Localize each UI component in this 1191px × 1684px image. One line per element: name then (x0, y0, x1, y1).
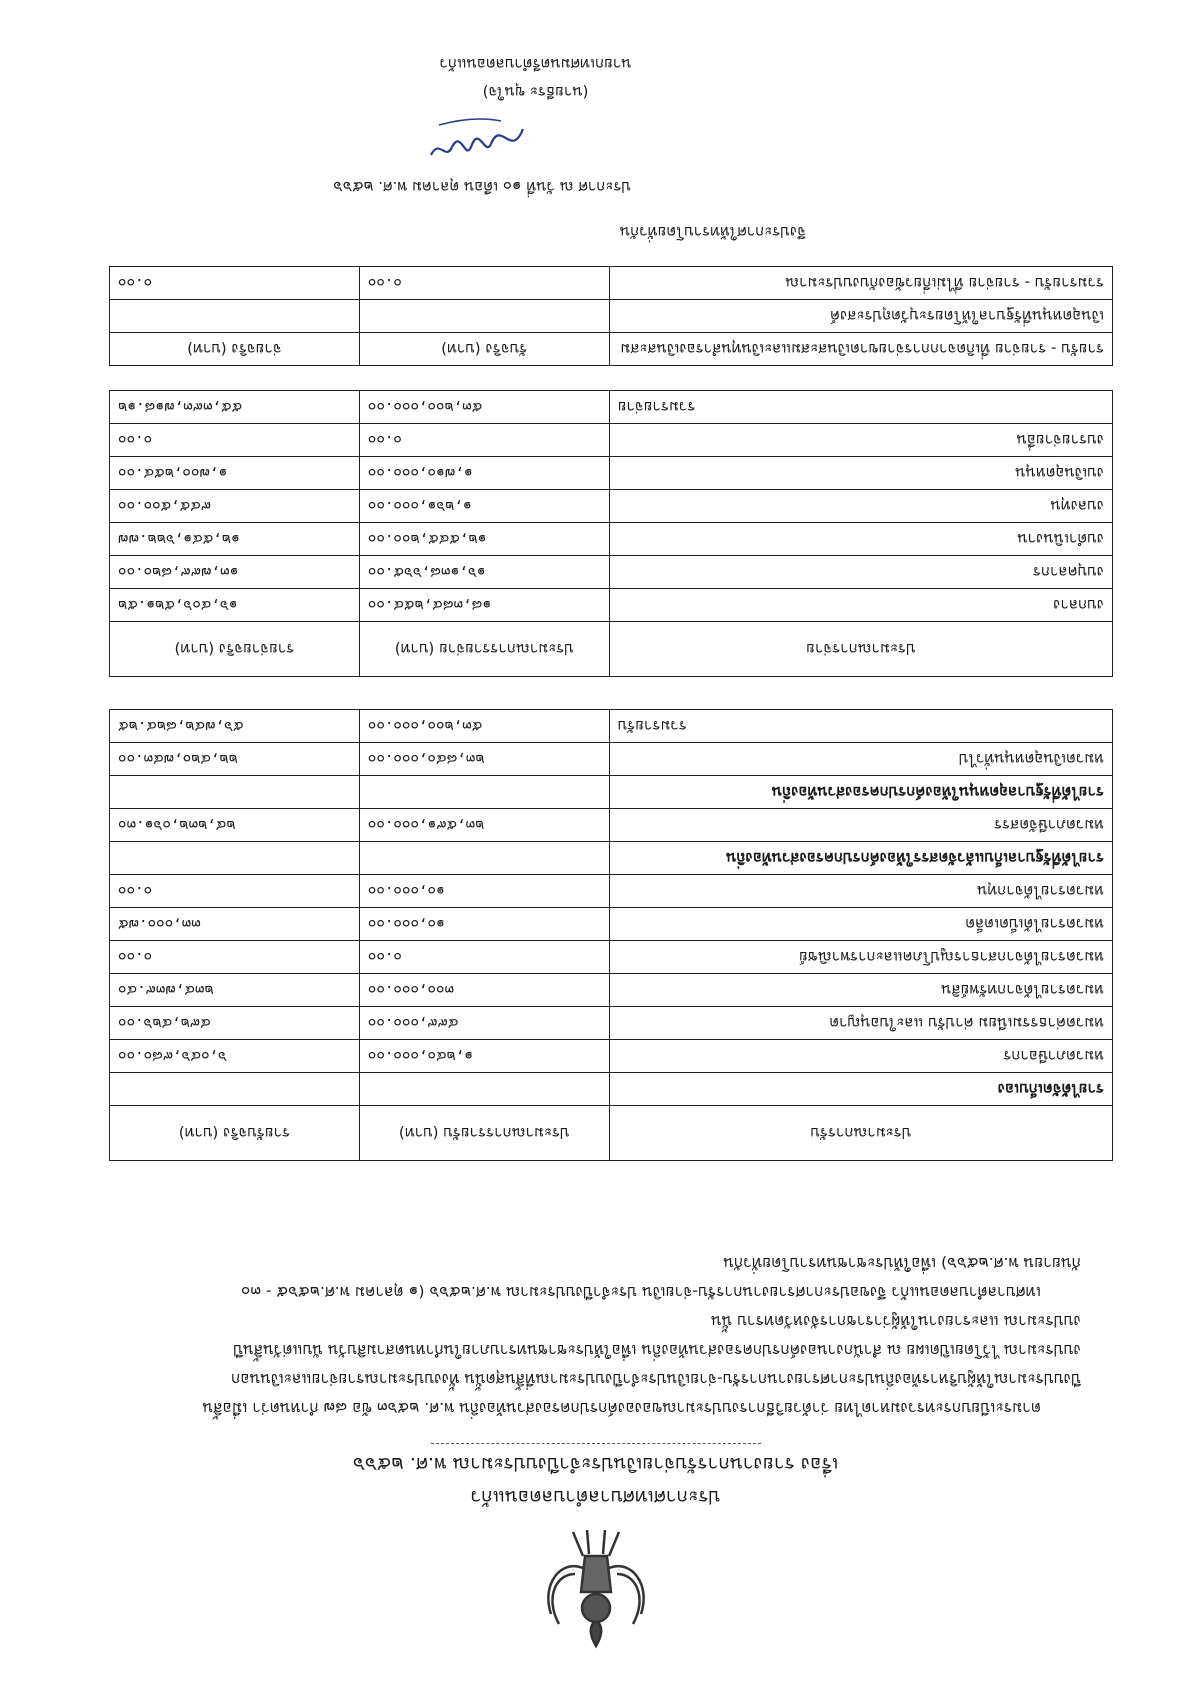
actual-value: ๓๓,๐๐๐.๗๕ (110, 908, 360, 941)
expense-table (109, 390, 1113, 677)
column-header: ประมาณการรายจ่าย (บาท) (359, 622, 609, 677)
table-row (110, 776, 1113, 809)
expense-value: ๐.๐๐ (110, 267, 360, 300)
page-title: ประกาศเทศบาลตำบลดอนแก้ว (470, 1486, 721, 1508)
budget-value: ๒๓,๕๙๑,๐๐๐.๐๐ (359, 809, 609, 842)
table-row (110, 1040, 1113, 1073)
column-header: รายจ่ายจริง (บาท) (110, 622, 360, 677)
budget-value: ๐.๐๐ (359, 941, 609, 974)
actual-value: ๐.๐๐ (110, 424, 360, 457)
table-row (110, 908, 1113, 941)
table-row (110, 974, 1113, 1007)
budget-value: ๑๐,๐๐๐.๐๐ (359, 908, 609, 941)
row-label: เงินอุดหนุนที่รัฐบาลให้โดยระบุวัตถุประสงค์ (609, 300, 1112, 333)
divider (431, 1443, 761, 1444)
row-label: งบบุคลากร (609, 556, 1112, 589)
total-label: รวมรายรับ (609, 710, 1112, 743)
row-label: งบกลาง (609, 589, 1112, 622)
table-row (110, 457, 1113, 490)
announcement-text: จึงประกาศให้ทราบโดยทั่วกัน (619, 223, 806, 241)
table-header-row (110, 622, 1113, 677)
column-header: ประมาณการรับ (609, 1106, 1112, 1161)
intro-line: เทศบาลตำบลดอนแก้ว จึงขอประกาศรายงานการรับ-จ่ายเงิน ประจำปีงบประมาณ พ.ศ.๒๕๖๖ (๑ ตุลาคม พ.ศ.๒๕๖๕ - ๓๐ (240, 1283, 1041, 1301)
table-total-row (110, 391, 1113, 424)
row-label: งบลงทุน (609, 490, 1112, 523)
budget-value: ๑,๒๔๐,๐๐๐.๐๐ (359, 1040, 609, 1073)
row-label: หมวดภาษีจัดสรร (609, 809, 1112, 842)
budget-value: ๑,๗๑๐,๐๐๐.๐๐ (359, 457, 609, 490)
table-header-row (110, 333, 1113, 366)
table-row (110, 300, 1113, 333)
table-row (110, 424, 1113, 457)
table-row (110, 1007, 1113, 1040)
section-label: รายได้จัดเก็บเอง (609, 1073, 1112, 1106)
non-budget-table (109, 266, 1113, 366)
section-label: รายได้ที่รัฐบาลเก็บแล้วจัดสรรให้องค์กรปกครองส่วนท้องถิ่น (609, 842, 1112, 875)
actual-value: ๖,๐๔๖,๙๘๐.๐๐ (110, 1040, 360, 1073)
table-row (110, 556, 1113, 589)
actual-value: ๑๓,๗๙๙,๘๒๐.๐๐ (110, 556, 360, 589)
table-header-row (110, 1106, 1113, 1161)
table-row (110, 490, 1113, 523)
table-row (110, 267, 1113, 300)
total-budget: ๕๓,๒๐๐,๐๐๐.๐๐ (359, 710, 609, 743)
table-row (110, 941, 1113, 974)
total-label: รวมรายจ่าย (609, 391, 1112, 424)
signer-position: นายกเทศมนตรีตำบลดอนแก้ว (439, 55, 632, 73)
garuda-emblem-icon (531, 1524, 661, 1654)
actual-value: ๔๙๒,๔๒๖.๐๐ (110, 1007, 360, 1040)
column-header: รับจริง (บาท) (359, 333, 609, 366)
column-header: รายรับจริง (บาท) (110, 1106, 360, 1161)
income-table (109, 709, 1113, 1161)
row-label: หมวดรายได้จากทุน (609, 875, 1112, 908)
intro-line: กันยายน พ.ศ.๒๕๖๖) เพื่อให้ประชาชนทราบโดยทั่วกัน (723, 1254, 1081, 1272)
actual-value: ๑๖,๔๐๖,๕๒๑.๕๒ (110, 589, 360, 622)
row-label: งบรายจ่ายอื่น (609, 424, 1112, 457)
table-row (110, 809, 1113, 842)
budget-value: ๑๖,๑๓๘,๖๖๕.๐๐ (359, 556, 609, 589)
row-label: หมวดภาษีอากร (609, 1040, 1112, 1073)
actual-value: ๒๓๔,๗๓๙.๔๐ (110, 974, 360, 1007)
actual-value: ๑,๗๐๐,๒๕๔.๐๐ (110, 457, 360, 490)
budget-value: ๔๙๙,๐๐๐.๐๐ (359, 1007, 609, 1040)
row-label: หมวดค่าธรรมเนียม ค่าปรับ และใบอนุญาต (609, 1007, 1112, 1040)
intro-line: งบประมาณ และรายงานให้ผู้ว่าราชการจังหวัดทราบ นั้น (711, 1312, 1081, 1330)
actual-value: ๒๔,๒๓๒,๐๖๑.๓๐ (110, 809, 360, 842)
budget-value: ๓๐๐,๐๐๐.๐๐ (359, 974, 609, 1007)
row-label: หมวดเงินอุดหนุนทั่วไป (609, 743, 1112, 776)
table-row (110, 842, 1113, 875)
budget-value: ๑๒,๕๔๕,๒๐๐.๐๐ (359, 523, 609, 556)
row-label: หมวดรายได้เบ็ดเตล็ด (609, 908, 1112, 941)
intro-paragraph (106, 1248, 1081, 1422)
column-header: รายรับ - รายจ่าย ที่เกิดจากการจ่ายขาดเงินสะสมและเงินทุนสำรองเงินสะสม (609, 333, 1112, 366)
total-actual: ๕๕,๓๙๓,๗๑๘.๑๒ (110, 391, 360, 424)
total-actual: ๕๖,๗๔๒,๘๒๔.๒๕ (110, 710, 360, 743)
budget-value: ๑๘,๓๘๔,๒๕๔.๐๐ (359, 589, 609, 622)
table-total-row (110, 710, 1113, 743)
actual-value: ๒๒,๔๒๐,๗๔๓.๐๐ (110, 743, 360, 776)
subject-line: เรื่อง รายงานการรับจ่ายเงินประจำปีงบประมาณ พ.ศ. ๒๕๖๖ (352, 1453, 839, 1475)
column-header: จ่ายจริง (บาท) (110, 333, 360, 366)
budget-value: ๑,๒๖๑,๐๐๐.๐๐ (359, 490, 609, 523)
row-label: หมวดรายได้จากสาธารณูปโภคและการพาณิชย์ (609, 941, 1112, 974)
budget-value: ๑๐,๐๐๐.๐๐ (359, 875, 609, 908)
budget-value: ๐.๐๐ (359, 424, 609, 457)
table-row (110, 1073, 1113, 1106)
column-header: ประมาณการรายรับ (บาท) (359, 1106, 609, 1161)
table-row (110, 589, 1113, 622)
actual-value: ๐.๐๐ (110, 941, 360, 974)
total-budget: ๕๓,๒๐๐,๐๐๐.๐๐ (359, 391, 609, 424)
date-line: ประกาศ ณ วันที่ ๑๐ เดือน ตุลาคม พ.ศ. ๒๕๖๖ (333, 178, 631, 196)
actual-value: ๙๔๕,๕๐๐.๐๐ (110, 490, 360, 523)
table-row (110, 743, 1113, 776)
row-label: หมวดรายได้จากทรัพย์สิน (609, 974, 1112, 1007)
row-label: งบดำเนินงาน (609, 523, 1112, 556)
column-header: ประมาณการจ่าย (609, 622, 1112, 677)
table-row (110, 523, 1113, 556)
signer-name: (นายธีระ ขุนใจ) (482, 83, 589, 101)
row-label: รวมรายรับ - รายจ่าย ที่ไม่เกี่ยวข้องกับงบประมาณ (609, 267, 1112, 300)
budget-value: ๒๓,๘๔๐,๐๐๐.๐๐ (359, 743, 609, 776)
row-label: งบเงินอุดหนุน (609, 457, 1112, 490)
table-row (110, 875, 1113, 908)
intro-line: ปีงบประมาณให้ผู้บริหารท้องถิ่นประกาศรายงานการรับ-จ่ายเงินประจำปีงบประมาณที่สิ้นสุดนั้น ทั้งงบประมาณรายจ่ายและเงินนอก (230, 1370, 1081, 1388)
signature-icon (421, 114, 531, 169)
actual-value: ๑๒,๕๔๑,๖๒๒.๗๗ (110, 523, 360, 556)
intro-line: งบประมาณ ไว้โดยเปิดเผย ณ สำนักงานองค์กรปกครองส่วนท้องถิ่น เพื่อให้ประชาชนทราบภายในกำหนดสามสิบวัน นับแต่วันสิ้นปี (233, 1341, 1081, 1359)
section-label: รายได้ที่รัฐบาลอุดหนุนให้องค์กรปกครองส่วนท้องถิ่น (609, 776, 1112, 809)
intro-line: ตามระเบียบกระทรวงมหาดไทย ว่าด้วยวิธีการงบประมาณขององค์กรปกครองส่วนท้องถิ่น พ.ศ. ๒๕๖๓ ข้อ ๘๗ กำหนดว่า เมื่อสิ้น (202, 1399, 1041, 1417)
actual-value: ๐.๐๐ (110, 875, 360, 908)
income-value: ๐.๐๐ (359, 267, 609, 300)
